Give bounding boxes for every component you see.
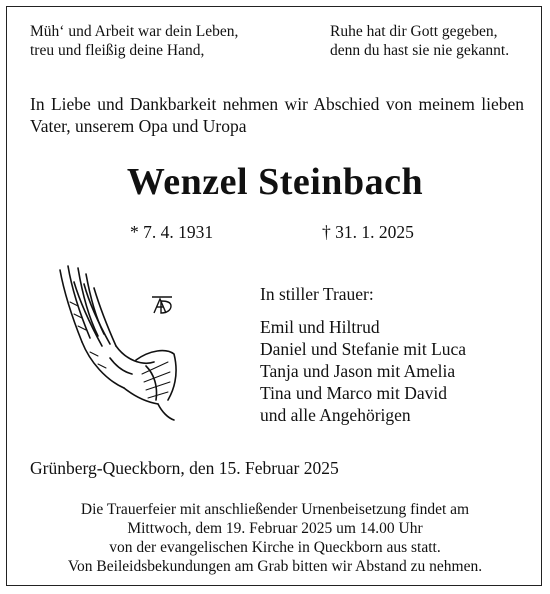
funeral-info-line-4: Von Beileidsbekundungen am Grab bitten wir Abstand zu nehmen.: [67, 558, 483, 575]
poem-left-line-1: Müh‘ und Arbeit war dein Leben,: [30, 23, 239, 40]
ad-monogram-icon: [150, 293, 174, 320]
funeral-info-line-2: Mittwoch, dem 19. Februar 2025 um 14.00 Uhr: [127, 520, 423, 537]
praying-hands-icon: [50, 262, 180, 427]
mourner-line-3: Tanja und Jason mit Amelia: [260, 361, 456, 381]
intro-text: In Liebe und Dankbarkeit nehmen wir Abschied von meinem lieben Vater, unserem Opa und Uropa: [30, 94, 524, 136]
funeral-info-line-3: von der evangelischen Kirche in Queckborn aus statt.: [109, 539, 441, 556]
mourner-line-2: Daniel und Stefanie mit Luca: [260, 339, 467, 359]
poem-left-line-2: treu und fleißig deine Hand,: [30, 42, 205, 59]
funeral-info-line-1: Die Trauerfeier mit anschließender Urnenbeisetzung findet am: [80, 501, 470, 518]
mourner-line-1: Emil und Hiltrud: [260, 317, 380, 337]
death-date: † 31. 1. 2025: [322, 222, 414, 242]
mourners-heading: In stiller Trauer:: [260, 284, 374, 304]
mourner-line-5: und alle Angehörigen: [260, 405, 411, 425]
poem-right-line-1: Ruhe hat dir Gott gegeben,: [330, 23, 498, 40]
poem-right-line-2: denn du hast sie nie gekannt.: [330, 42, 510, 59]
deceased-name: Wenzel Steinbach: [126, 161, 424, 203]
mourner-line-4: Tina und Marco mit David: [260, 383, 447, 403]
place-date: Grünberg-Queckborn, den 15. Februar 2025: [30, 458, 339, 478]
birth-date: * 7. 4. 1931: [130, 222, 214, 242]
